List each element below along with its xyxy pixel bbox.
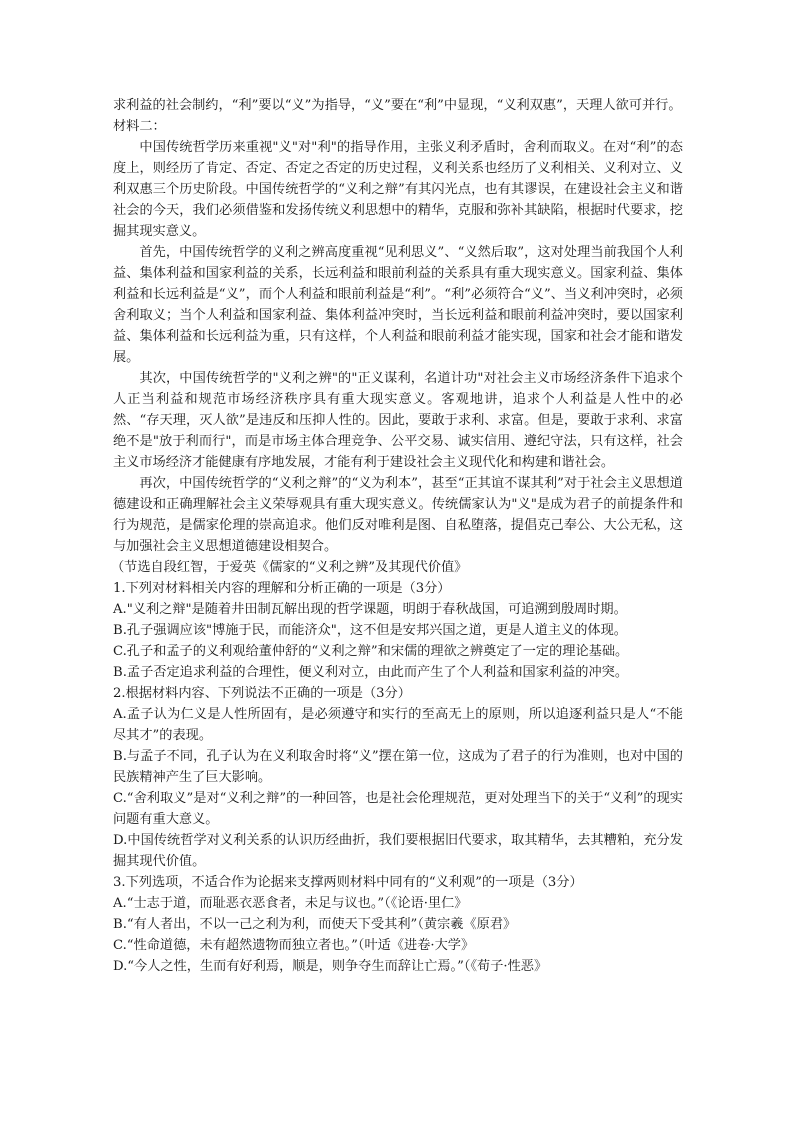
section-heading-material-two: 材料二： bbox=[113, 119, 166, 134]
question-3-option-a: A.“士志于道，而耻恶衣恶食者，未足与议也。”（《论语·里仁》 bbox=[113, 896, 468, 911]
question-1-stem: 1.下列对材料相关内容的理解和分析正确的一项是（3分） bbox=[113, 581, 451, 596]
question-3-option-c: C.“性命道德，未有超然遗物而独立者也。”（叶适《进卷·大学》 bbox=[113, 938, 475, 953]
question-1-option-c: C.孔子和孟子的义利观给董仲舒的“义利之辩”和宋儒的理欲之辨奠定了一定的理论基础。 bbox=[113, 644, 629, 659]
question-2-option-d: D.中国传统哲学对义利关系的认识历经曲折，我们要根据旧代要求，取其精华，去其糟粕，充分发掘其现代价值。 bbox=[113, 833, 683, 869]
question-1-option-b: B.孔子强调应该"博施于民，而能济众"，这不但是安邦兴国之道，更是人道主义的体现。 bbox=[113, 623, 627, 638]
paragraph-second: 其次，中国传统哲学的"义利之辨"的"正义谋利，名道计功"对社会主义市场经济条件下追求个人正当利益和规范市场经济秩序具有重大现实意义。客观地讲，追求个人利益是人性中的必然、“存天理，灭人欲”是违反和压抑人性的。因此，要敢于求利、求富。但是，要敢于求利、求富绝不是"放于利而行"，而是市场主体合理竞争、公平交易、诚实信用、遵纪守法，只有这样，社会主义市场经济才能健康有序地发展，才能有利于建设社会主义现代化和构建和谐社会。 bbox=[113, 371, 683, 470]
question-3-option-b: B.“有人者出，不以一己之利为利，而使天下受其利”（黄宗羲《原君》 bbox=[113, 917, 517, 932]
source-citation: （节选自段红智，于爱英《儒家的“义利之辨”及其现代价值》 bbox=[111, 560, 468, 575]
question-1-option-d: B.孟子否定追求利益的合理性，便义利对立，由此而产生了个人利益和国家利益的冲突。 bbox=[113, 665, 629, 680]
paragraph-third: 再次，中国传统哲学的“义利之辩”的“义为利本”，甚至“正其谊不谋其利”对于社会主义思想道德建设和正确理解社会主义荣辱观具有重大现实意义。传统儒家认为"义"是成为君子的前提条件和行为规范，是儒家伦理的崇高追求。他们反对唯利是图、自私堕落，提倡克己奉公、大公无私，这与加强社会主义思想道德建设相契合。 bbox=[113, 476, 683, 554]
question-2-option-b: B.与孟子不同，孔子认为在义利取舍时将“义”摆在第一位，这成为了君子的行为准则，也对中国的民族精神产生了巨大影响。 bbox=[113, 749, 683, 785]
question-3-option-d: D.“今人之性，生而有好利焉，顺是，则争夺生而辞让亡焉。”（《荀子·性恶》 bbox=[113, 959, 548, 974]
paragraph-continuation: 求利益的社会制约，“利”要以“义”为指导，“义”要在“利”中显现，“义利双惠”，天理人欲可并行。 bbox=[113, 98, 682, 113]
question-2-stem: 2.根据材料内容、下列说法不正确的一项是（3分） bbox=[113, 686, 411, 701]
question-1-option-a: A."义利之辩"是随着井田制瓦解出现的哲学课题，明朗于春秋战国，可追溯到殷周时期。 bbox=[113, 602, 627, 617]
question-3-stem: 3.下列选项，不适合作为论据来支撑两则材料中同有的“义利观”的一项是（3分） bbox=[113, 875, 583, 890]
document-body bbox=[113, 95, 683, 977]
question-2-option-a: A.孟子认为仁义是人性所固有，是必须遵守和实行的至高无上的原则，所以追逐利益只是人“不能尽其才”的表现。 bbox=[113, 707, 683, 743]
paragraph-first: 首先，中国传统哲学的义利之辨高度重视“见利思义”、“义然后取”，这对处理当前我国个人利益、集体利益和国家利益的关系，长远利益和眼前利益的关系具有重大现实意义。国家利益、集体利益和长远利益是“义”，而个人利益和眼前利益是“利”。“利”必须符合“义”、当义利冲突时，必须舍利取义；当个人利益和国家利益、集体利益冲突时，当长远利益和眼前利益冲突时，要以国家利益、集体利益和长远利益为重，只有这样，个人利益和眼前利益才能实现，国家和社会才能和谐发展。 bbox=[113, 245, 683, 365]
paragraph-intro: 中国传统哲学历来重视"义"对"利"的指导作用，主张义利矛盾时，舍利而取义。在对“利”的态度上，则经历了肯定、否定、否定之否定的历史过程，义利关系也经历了义利相关、义利对立、义利双惠三个历史阶段。中国传统哲学的“义利之辩”有其闪光点，也有其谬误，在建设社会主义和谐社会的今天，我们必须借鉴和发扬传统义利思想中的精华，克服和弥补其缺陷，根据时代要求，挖掘其现实意义。 bbox=[113, 140, 683, 239]
question-2-option-c: C.“舍利取义”是对“义利之辩”的一种回答，也是社会伦理规范，更对处理当下的关于“义利”的现实问题有重大意义。 bbox=[113, 791, 683, 827]
